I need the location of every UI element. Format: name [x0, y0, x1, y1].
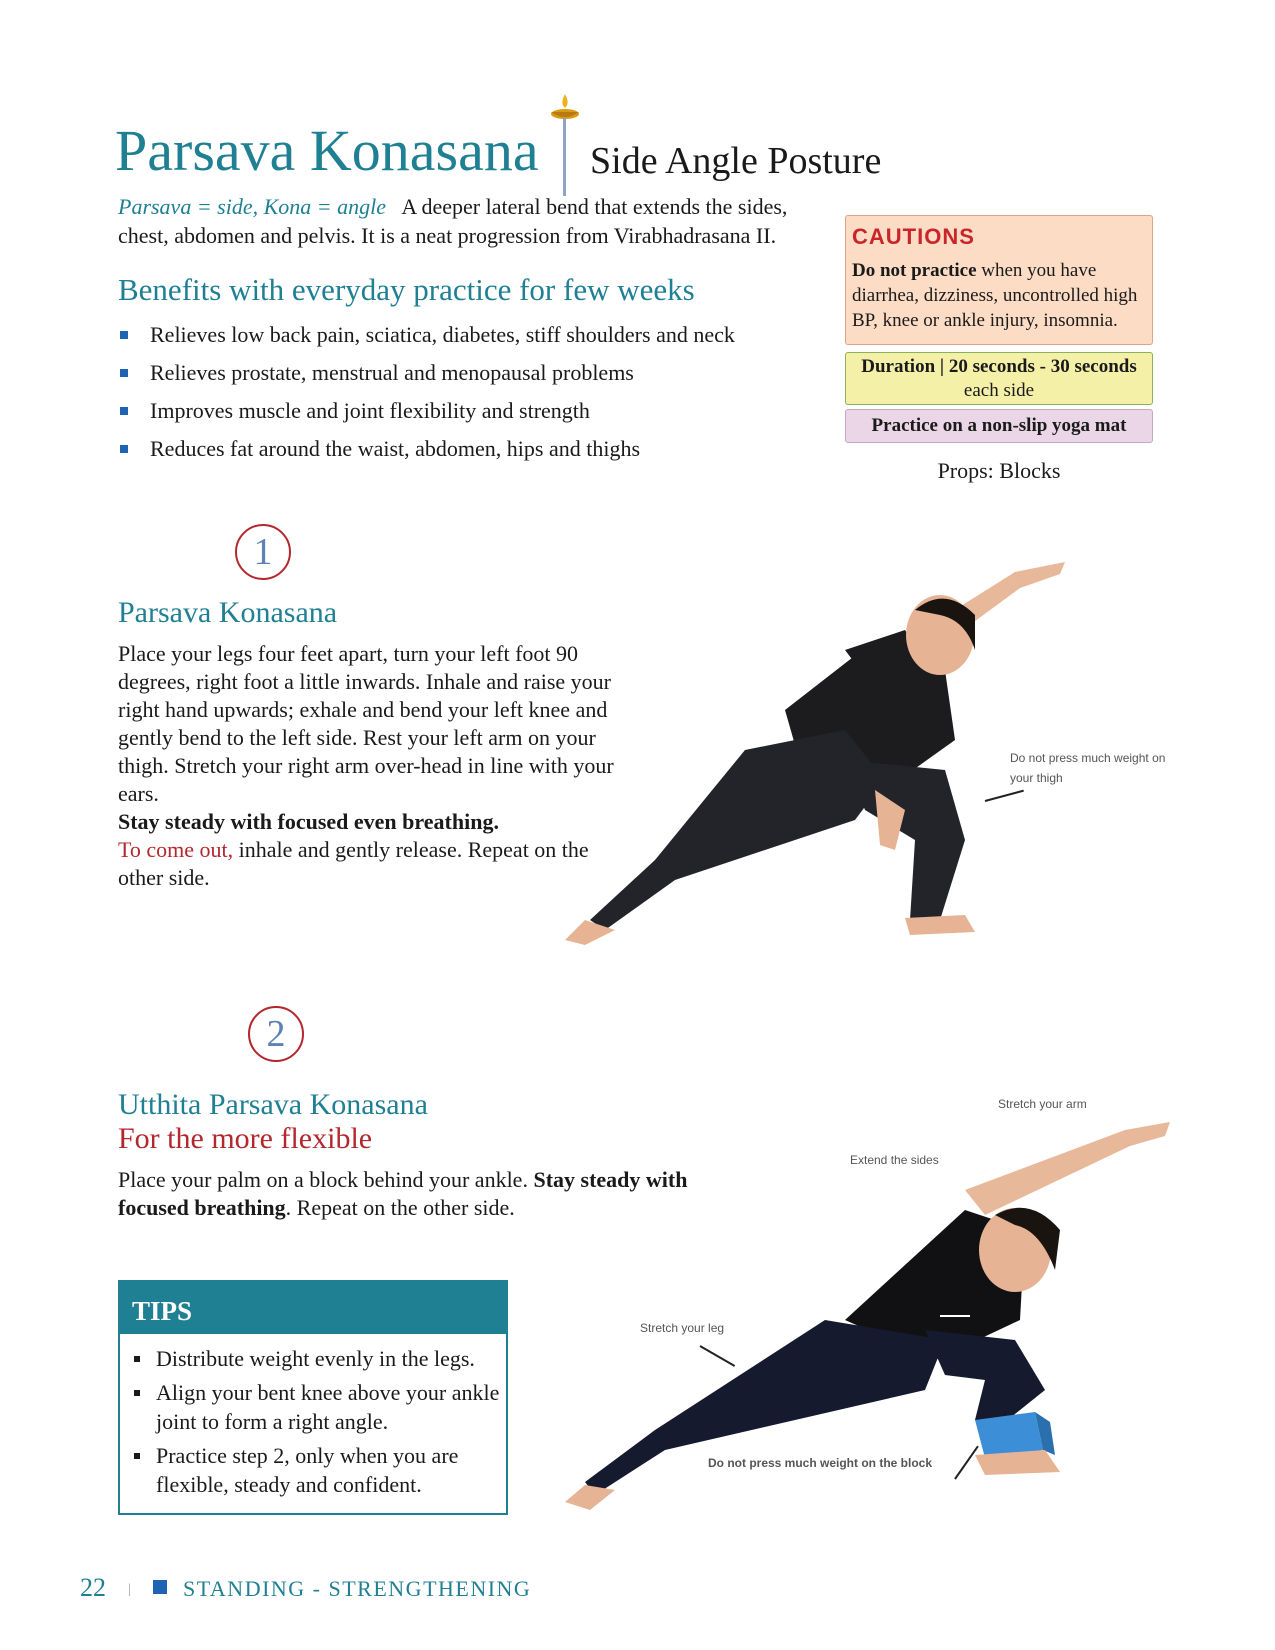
tips-box — [118, 1280, 508, 1515]
list-item: Relieves prostate, menstrual and menopausal problems — [118, 360, 778, 398]
tips-list — [120, 1344, 506, 1499]
step-1-badge: 1 — [235, 524, 291, 580]
cautions-heading: CAUTIONS — [852, 224, 975, 249]
benefits-list — [118, 322, 778, 474]
props-text: Props: Blocks — [937, 458, 1061, 483]
step-2-text: Place your palm on a block behind your ankle. — [118, 1167, 534, 1192]
list-item: Practice step 2, only when you are flexible, steady and confident. — [120, 1441, 506, 1499]
list-item: Distribute weight evenly in the legs. — [120, 1344, 506, 1373]
sides-pointer — [940, 1315, 970, 1317]
tips-heading: TIPS — [120, 1282, 506, 1334]
intro-paragraph — [118, 192, 828, 250]
step-2-note-sides: Extend the sides — [850, 1153, 939, 1167]
benefits-heading: Benefits with everyday practice for few weeks — [118, 272, 695, 307]
step-2-badge: 2 — [248, 1006, 304, 1062]
etymology: Parsava = side, Kona = angle — [118, 194, 387, 219]
step-1-come-out: To come out, — [118, 837, 234, 862]
duration-detail: each side — [963, 380, 1035, 401]
page-number: 22 — [80, 1573, 106, 1602]
square-icon — [153, 1580, 167, 1594]
duration-box — [845, 352, 1153, 405]
step-1-note: Do not press much weight on your thigh — [1010, 751, 1166, 785]
section-label: STANDING - STRENGTHENING — [183, 1576, 532, 1601]
step-1-title: Parsava Konasana — [118, 596, 338, 629]
title-divider — [563, 118, 566, 196]
mat-box: Practice on a non-slip yoga mat — [845, 409, 1153, 443]
intro-text: A deeper lateral bend that extends the sides, chest, abdomen and pelvis. It is a neat progression from Virabhadrasana II. — [118, 194, 788, 248]
page-subtitle: Side Angle Posture — [590, 140, 882, 182]
step-1-breathing: Stay steady with focused even breathing. — [118, 809, 499, 834]
step-2-breathing: Stay steady with focused breathing — [118, 1167, 688, 1220]
step-2-note-leg: Stretch your leg — [640, 1321, 725, 1335]
step-2-note-arm: Stretch your arm — [998, 1097, 1087, 1111]
cautions-text — [852, 258, 1146, 333]
footer-separator: | — [128, 1582, 131, 1597]
step-1-release: inhale and gently release. Repeat on the other side. — [118, 837, 589, 890]
list-item: Align your bent knee above your ankle joint to form a right angle. — [120, 1378, 506, 1436]
step-2-title: Utthita Parsava Konasana — [118, 1088, 428, 1121]
duration-label: Duration | 20 seconds - 30 seconds — [861, 356, 1137, 377]
list-item: Relieves low back pain, sciatica, diabetes, stiff shoulders and neck — [118, 322, 778, 360]
step-2-note-block: Do not press much weight on the block — [708, 1456, 933, 1470]
step-2-subtitle: For the more flexible — [118, 1122, 373, 1155]
cautions-bold: Do not practice — [852, 260, 977, 281]
cautions-detail: when you have diarrhea, dizziness, uncontrolled high BP, knee or ankle injury, insomnia. — [852, 260, 1138, 331]
step-2-repeat: . Repeat on the other side. — [285, 1195, 515, 1220]
step-1-text: Place your legs four feet apart, turn your left foot 90 degrees, right foot a little inwards. Inhale and raise your right hand upwards; exhale and bend your left knee and gently bend to the left side. Rest your left arm on your thigh. Stretch your right arm over-head in line with your ears. — [118, 641, 614, 806]
list-item: Reduces fat around the waist, abdomen, hips and thighs — [118, 436, 778, 474]
cautions-box — [845, 215, 1153, 345]
list-item: Improves muscle and joint flexibility and strength — [118, 398, 778, 436]
page-title: Parsava Konasana — [115, 118, 539, 183]
